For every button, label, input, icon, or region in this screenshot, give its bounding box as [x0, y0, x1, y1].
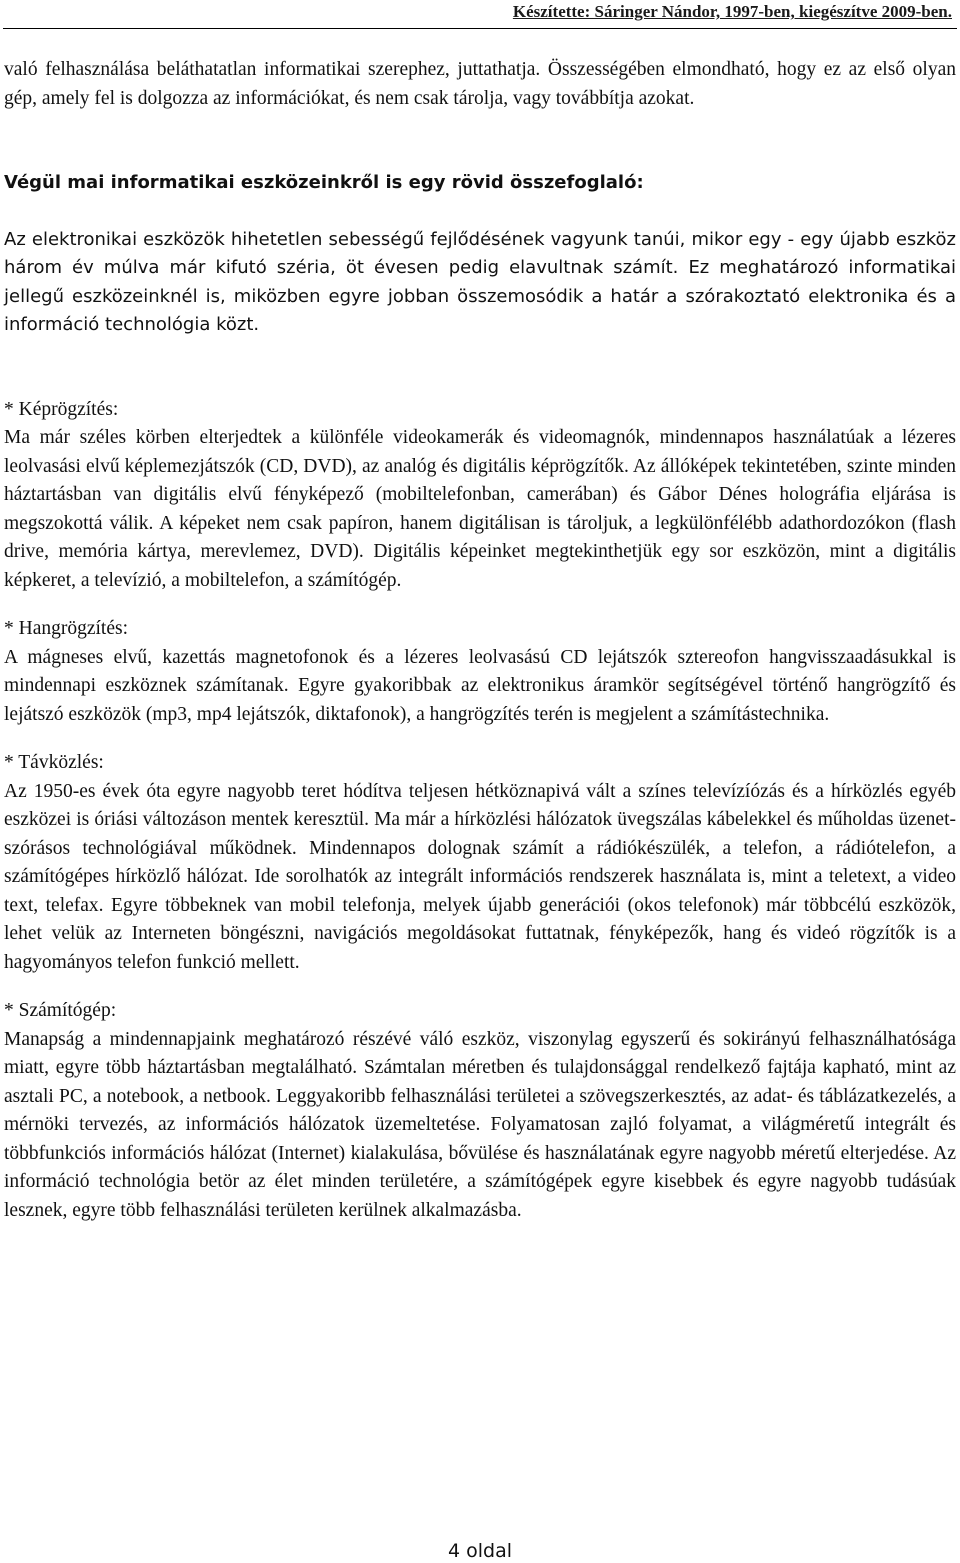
header-divider [3, 28, 957, 29]
section-heading-kep: * Képrögzítés: [4, 398, 119, 420]
page-header: Készítette: Sáringer Nándor, 1997-ben, kiegészítve 2009-ben. [512, 2, 952, 21]
intro-paragraph: való felhasználása beláthatatlan informatikai szerephez, juttathatja. Összességében elmondható, hogy ez az első olyan gép, amely fel is dolgozza az információkat, és nem csak tárolja, vagy továbbítja azokat. [4, 59, 956, 109]
page-number: 4 oldal [447, 1540, 512, 1562]
section-heading-hang: * Hangrögzítés: [4, 618, 129, 639]
spacer [4, 340, 956, 396]
section-body-hang: A mágneses elvű, kazettás magnetofonok és a lézeres leolvasású CD lejátszók sztereofon hangvisszaadásukkal is mindennapi eszköznek számítanak. Egyre gyakoribbak az elektronikus áramkör segítségével történő hangrögzítő és lejátszó eszközök (mp3, mp4 lejátszók, diktafonok), a hangrögzítés terén is megjelent a számítástechnika. [4, 646, 956, 725]
section-body-kep: Ma már széles körben elterjedtek a különféle videokamerák és videomagnók, mindennapos használatúak a lézeres leolvasási elvű képlemezjátszók (CD, DVD), az analóg és digitális képrögzítők. Az állóképek tekintetében, szinte minden háztartásban van digitális elvű fényképező (mobiltelefonban, camerában) és Gábor Dénes holográfia eljárása is megszokottá válik. A képeket nem csak papíron, hanem digitálisan is tároljuk, a legkülönfélébb adathordozókon (flash drive, memória kártya, merevlemez, DVD). Digitális képeinket megtekinthetjük egy sor eszközön, mint a digitális képkeret, a televízió, a mobiltelefon, a számítógép. [4, 427, 956, 591]
spacer [4, 198, 956, 226]
section-heading-tavkozles: * Távközlés: [4, 752, 104, 773]
spacer [4, 595, 956, 615]
section-body-tavkozles: Az 1950-es évek óta egyre nagyobb teret hódítva teljesen hétköznapivá vált a színes televízíózás és a hírközlés egyéb eszközei is óriási változáson mentek keresztül. Ma már a hírközlési hálózatok üvegszálas kábelekkel és műholdas üzenet-szórásos technológiával működnek. Mindennapos dolognak számít a rádiókészülék, a telefon, a rádiótelefon, a számítógépes hírközlő hálózat. Ide sorolhatók az integrált információs rendszerek használata is, mint a teletext, a video text, telefax. Egyre többeknek van mobil telefonja, melyek újabb generációi (okos telefonok) már többcélú eszközök, lehet velük az Interneten böngészni, navigációs megoldásokat futtatnak, fényképezők, hang és videó rögzítők is a hagyományos telefon funkció mellett. [4, 780, 956, 973]
spacer [4, 729, 956, 749]
spacer [4, 113, 956, 169]
spacer [4, 977, 956, 997]
section-body-szamitogep: Manapság a mindennapjaink meghatározó részévé váló eszköz, viszonylag egyszerű és sokirányú felhasználhatósága miatt, egyre több háztartásban megtalálható. Számtalan méretben és tulajdonsággal rendelkező fajtája kapható, mint az asztali PC, a notebook, a netbook. Leggyakoribb felhasználási területei a szövegszerkesztés, az adat- és táblázatkezelés, a mérnöki tervezés, az információs hálózatok üzemeltetése. Folyamatosan zajló folyamat, a világméretű integrált és többfunkciós információs hálózat (Internet) kialakulása, bővülése és használatának egyre nagyobb méretű elterjedése. Az információ technológia betör az élet minden területére, a számítógépek egyre kisebbek és egyre nagyobb tudásúak lesznek, egyre több felhasználási területen kerülnek alkalmazásba. [4, 1028, 956, 1221]
summary-paragraph: Az elektronikai eszközök hihetetlen sebességű fejlődésének vagyunk tanúi, mikor egy - egy újabb eszköz három év múlva már kifutó széria, öt évesen pedig elavultnak számít. Ez meghatározó informatikai jellegű eszközeinknél is, miközben egyre jobban összemosódik a határ a szórakoztató elektronika és a információ technológia közt. [4, 228, 956, 335]
section-heading-szamitogep: * Számítógép: [4, 1000, 117, 1021]
document-body [4, 56, 956, 1225]
summary-title: Végül mai informatikai eszközeinkről is egy rövid összefoglaló: [4, 172, 644, 193]
